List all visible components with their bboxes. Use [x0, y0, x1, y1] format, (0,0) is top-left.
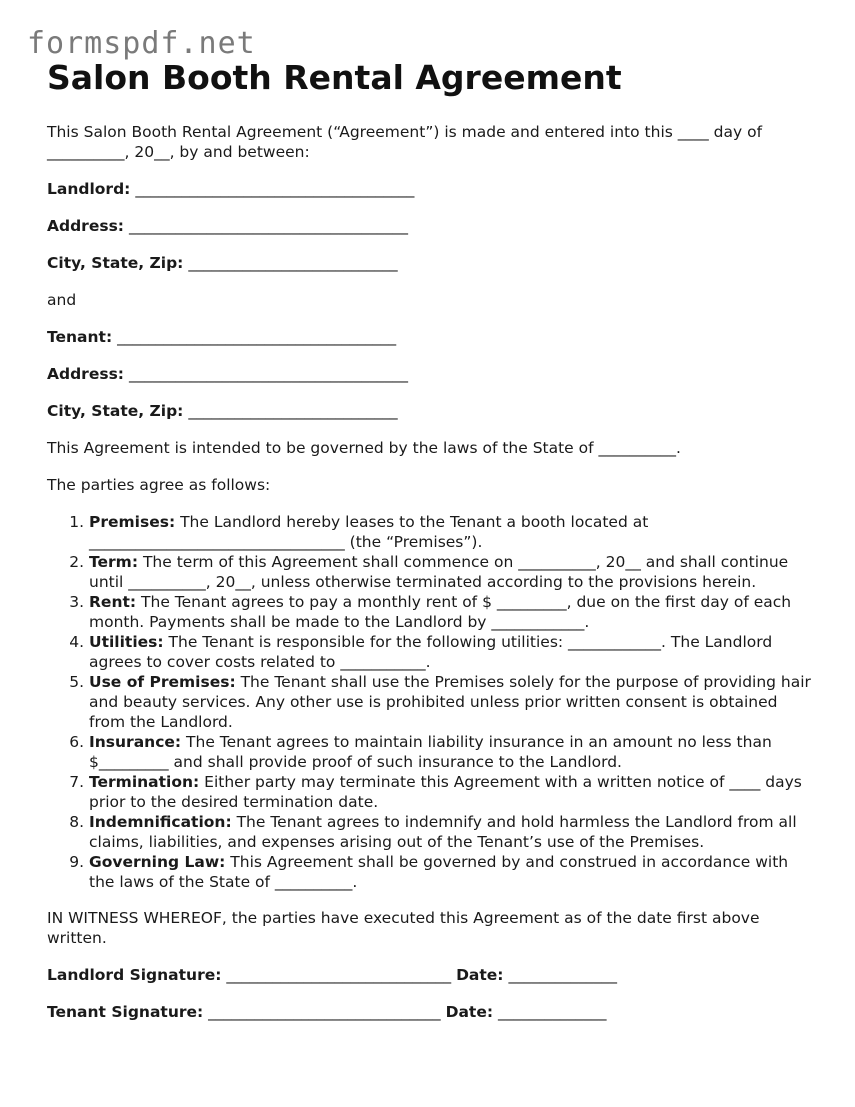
field-label: City, State, Zip:	[47, 254, 184, 272]
term-item	[89, 672, 812, 732]
term-heading: Use of Premises:	[89, 673, 236, 691]
term-item	[89, 852, 812, 892]
term-item	[89, 772, 812, 812]
field-blank: ____________________________________	[117, 328, 397, 346]
term-heading: Termination:	[89, 773, 200, 791]
term-heading: Indemnification:	[89, 813, 232, 831]
governing-intro: This Agreement is intended to be governed by the laws of the State of __________.	[47, 439, 681, 457]
and-text: and	[47, 291, 77, 309]
landlord-name-field	[47, 179, 812, 199]
signature-label: Tenant Signature:	[47, 1003, 204, 1021]
term-item	[89, 512, 812, 552]
term-item	[89, 552, 812, 592]
field-label: Address:	[47, 365, 124, 383]
witness-paragraph: IN WITNESS WHEREOF, the parties have executed this Agreement as of the date first above written.	[47, 909, 760, 947]
signature-label: Landlord Signature:	[47, 966, 222, 984]
landlord-city-field	[47, 253, 812, 273]
term-heading: Governing Law:	[89, 853, 226, 871]
field-label: Tenant:	[47, 328, 113, 346]
field-blank: ___________________________	[188, 402, 398, 420]
term-text: This Agreement shall be governed by and construed in accordance with the laws of the State of __________.	[89, 853, 789, 891]
agreement-body	[47, 122, 812, 1039]
term-text: The Landlord hereby leases to the Tenant a booth located at _________________________________ (the “Premises”).	[89, 513, 649, 551]
field-blank: ____________________________________	[128, 217, 408, 235]
term-heading: Insurance:	[89, 733, 182, 751]
term-heading: Term:	[89, 553, 139, 571]
term-item	[89, 812, 812, 852]
signature-blank: ______________________________	[208, 1003, 441, 1021]
term-text: The term of this Agreement shall commence on __________, 20__ and shall continue until __________, 20__, unless otherwise terminated according to the provisions herein.	[89, 553, 789, 591]
field-label: Landlord:	[47, 180, 131, 198]
term-text: The Tenant agrees to maintain liability insurance in an amount no less than $_________ and shall provide proof of such insurance to the Landlord.	[89, 733, 772, 771]
terms-list	[47, 512, 812, 892]
term-item	[89, 632, 812, 672]
field-label: City, State, Zip:	[47, 402, 184, 420]
date-label: Date:	[456, 966, 504, 984]
tenant-signature-line	[47, 1002, 812, 1022]
tenant-name-field	[47, 327, 812, 347]
field-label: Address:	[47, 217, 124, 235]
term-heading: Utilities:	[89, 633, 164, 651]
landlord-address-field	[47, 216, 812, 236]
parties-agree: The parties agree as follows:	[47, 476, 271, 494]
term-item	[89, 592, 812, 632]
term-heading: Rent:	[89, 593, 137, 611]
term-text: Either party may terminate this Agreement with a written notice of ____ days prior to the desired termination date.	[89, 773, 802, 811]
tenant-address-field	[47, 364, 812, 384]
site-watermark: formspdf.net	[27, 26, 256, 61]
term-text: The Tenant agrees to indemnify and hold harmless the Landlord from all claims, liabilities, and expenses arising out of the Tenant’s use of the Premises.	[89, 813, 797, 851]
page-title: Salon Booth Rental Agreement	[47, 58, 622, 97]
term-text: The Tenant shall use the Premises solely for the purpose of providing hair and beauty services. Any other use is prohibited unless prior written consent is obtained from the Landlord.	[89, 673, 811, 731]
date-label: Date:	[445, 1003, 494, 1021]
term-heading: Premises:	[89, 513, 176, 531]
field-blank: ___________________________	[188, 254, 398, 272]
date-blank: ______________	[498, 1003, 607, 1021]
date-blank: ______________	[508, 966, 617, 984]
landlord-signature-line	[47, 965, 812, 985]
intro-paragraph: This Salon Booth Rental Agreement (“Agreement”) is made and entered into this ____ day of __________, 20__, by and between:	[47, 123, 763, 161]
tenant-city-field	[47, 401, 812, 421]
term-text: The Tenant is responsible for the following utilities: ____________. The Landlord agrees to cover costs related to ___________.	[89, 633, 773, 671]
field-blank: ____________________________________	[135, 180, 415, 198]
signature-blank: _____________________________	[226, 966, 452, 984]
term-text: The Tenant agrees to pay a monthly rent of $ _________, due on the first day of each month. Payments shall be made to the Landlord by ____________.	[89, 593, 792, 631]
field-blank: ____________________________________	[128, 365, 408, 383]
term-item	[89, 732, 812, 772]
